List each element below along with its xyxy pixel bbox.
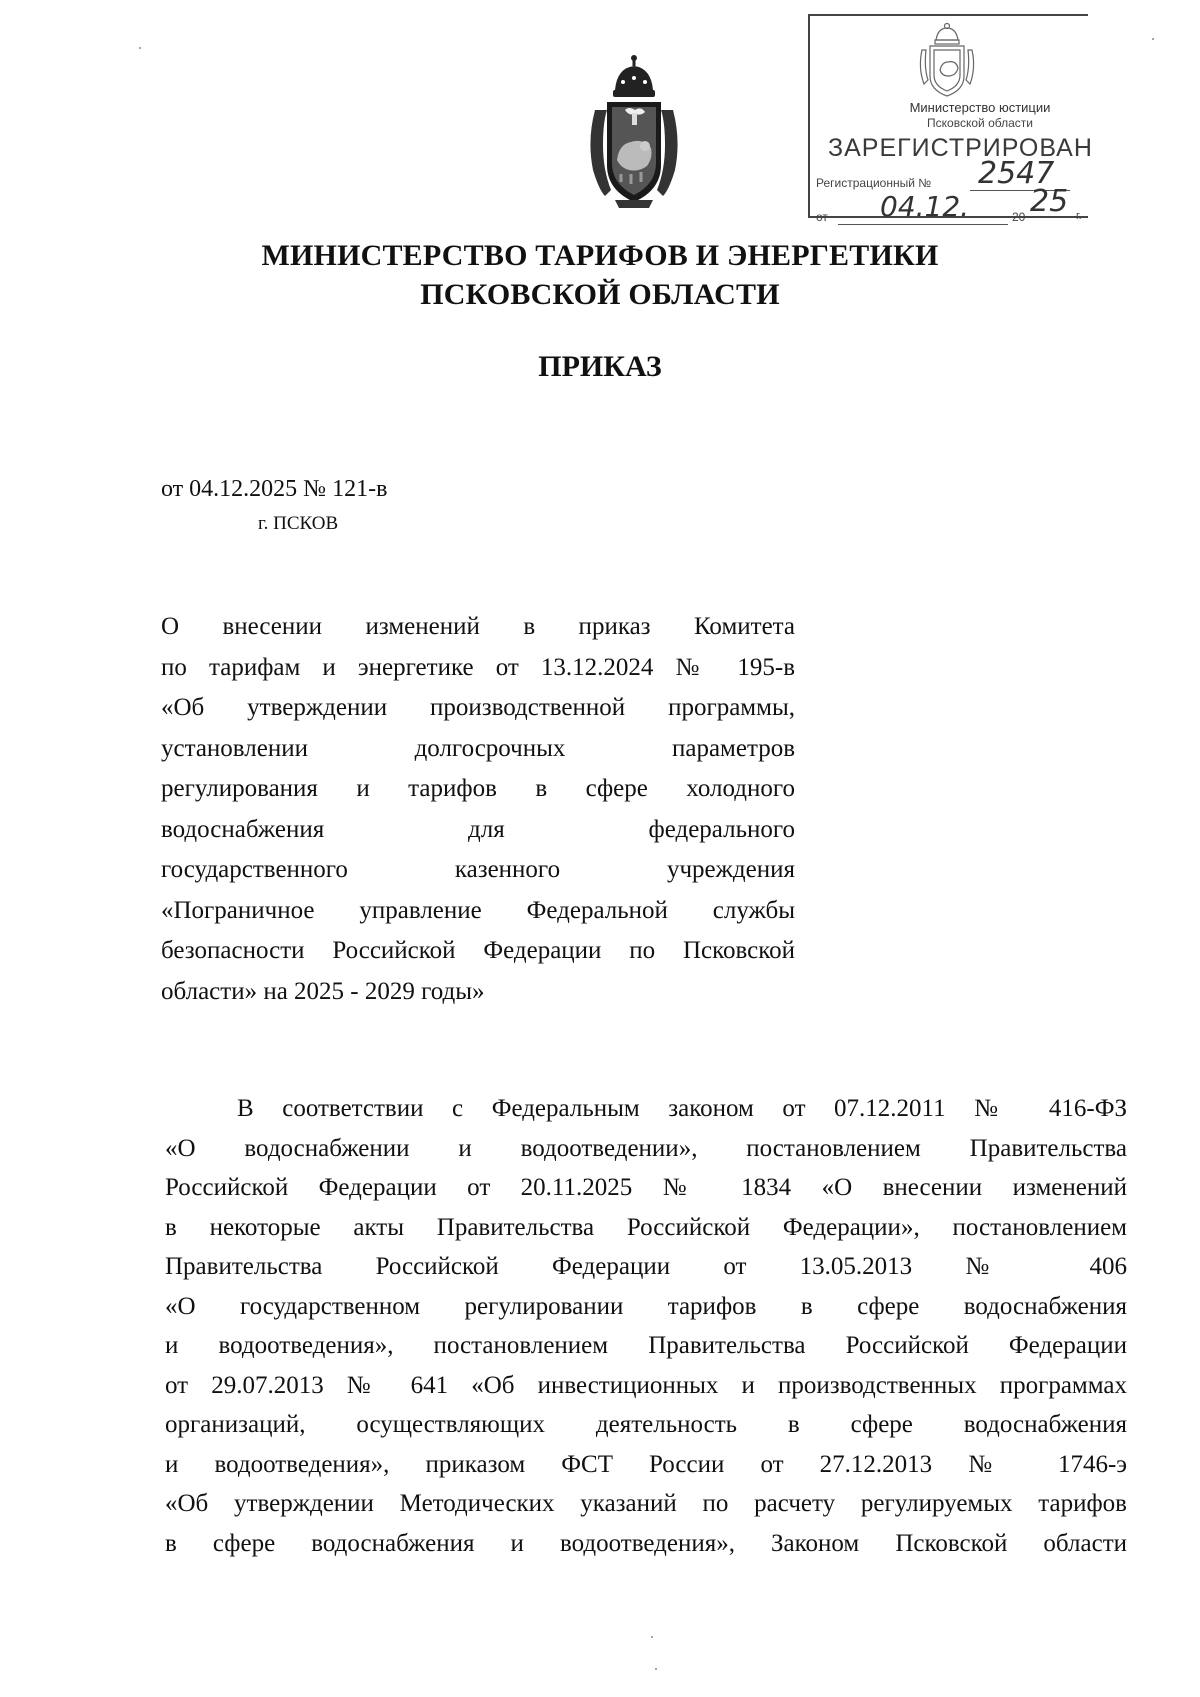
body-line: Правительства Российской Федерации от 13.05.2013 № 406 xyxy=(165,1253,1127,1280)
pskov-coat-of-arms-icon xyxy=(585,50,683,210)
stamp-from-label: от xyxy=(816,210,828,224)
ministry-title-line-1: МИНИСТЕРСТВО ТАРИФОВ И ЭНЕРГЕТИКИ xyxy=(261,239,939,272)
body-line: организаций, осуществляющих деятельность в сфере водоснабжения xyxy=(165,1411,1127,1438)
document-type-title: ПРИКАЗ xyxy=(538,350,662,383)
stamp-registered-label: ЗАРЕГИСТРИРОВАН xyxy=(828,134,1093,162)
stamp-year-prefix: 20 xyxy=(1012,210,1026,224)
body-line: и водоотведения», приказом ФСТ России от 27.12.2013 № 1746-э xyxy=(165,1450,1127,1478)
scan-speck xyxy=(139,47,141,49)
body-line: Российской Федерации от 20.11.2025 № 1834 «О внесении изменений xyxy=(165,1174,1127,1201)
stamp-ministry-name: Министерство юстиции xyxy=(909,100,1051,115)
subject-line: «Об утверждении производственной программы, xyxy=(161,694,795,721)
scan-speck xyxy=(651,1636,653,1638)
stamp-year-unit: г. xyxy=(1076,210,1082,222)
subject-line: области» на 2025 - 2029 годы» xyxy=(161,977,485,1005)
subject-line: О внесении изменений в приказ Комитета xyxy=(161,613,795,640)
subject-line: безопасности Российской Федерации по Псковской xyxy=(161,937,795,964)
order-place: г. ПСКОВ xyxy=(258,513,339,534)
scan-speck xyxy=(655,1668,657,1670)
subject-line: водоснабжения для федерального xyxy=(161,815,795,843)
body-line: «Об утверждении Методических указаний по расчету регулируемых тарифов xyxy=(165,1490,1127,1517)
stamp-reg-number-label: Регистрационный № xyxy=(816,176,932,190)
order-body-paragraph xyxy=(165,1089,1127,1563)
stamp-region-name: Псковской области xyxy=(927,116,1033,130)
ministry-title-line-2: ПСКОВСКОЙ ОБЛАСТИ xyxy=(420,278,780,311)
subject-line: по тарифам и энергетике от 13.12.2024 № 195-в xyxy=(161,653,795,681)
subject-line: регулирования и тарифов в сфере холодного xyxy=(161,775,795,802)
body-line: и водоотведения», постановлением Правительства Российской Федерации xyxy=(165,1332,1127,1359)
order-date-number: от 04.12.2025 № 121-в xyxy=(161,476,388,502)
subject-line: установлении долгосрочных параметров xyxy=(161,734,795,762)
body-line: В соответствии с Федеральным законом от 07.12.2011 № 416-ФЗ xyxy=(237,1095,1127,1122)
body-line: в сфере водоснабжения и водоотведения», Законом Псковской области xyxy=(165,1529,1127,1557)
stamp-reg-number: 2547 xyxy=(978,156,1055,191)
body-line: от 29.07.2013 № 641 «Об инвестиционных и производственных программах xyxy=(165,1371,1127,1399)
stamp-date: 04.12. xyxy=(880,190,970,223)
body-line: «О государственном регулировании тарифов в сфере водоснабжения xyxy=(165,1292,1127,1320)
body-line: в некоторые акты Правительства Российской Федерации», постановлением xyxy=(165,1213,1127,1241)
order-subject xyxy=(161,607,795,1012)
subject-line: государственного казенного учреждения xyxy=(161,856,795,883)
subject-line: «Пограничное управление Федеральной службы xyxy=(161,896,795,924)
scan-speck xyxy=(1152,38,1154,40)
stamp-year-suffix: 25 xyxy=(1030,184,1069,219)
stamp-date-underline xyxy=(838,224,1008,225)
registration-stamp xyxy=(808,14,1093,224)
stamp-coat-of-arms-icon xyxy=(916,20,978,100)
body-line: «О водоснабжении и водоотведении», постановлением Правительства xyxy=(165,1134,1127,1162)
ministry-title xyxy=(150,236,1050,314)
